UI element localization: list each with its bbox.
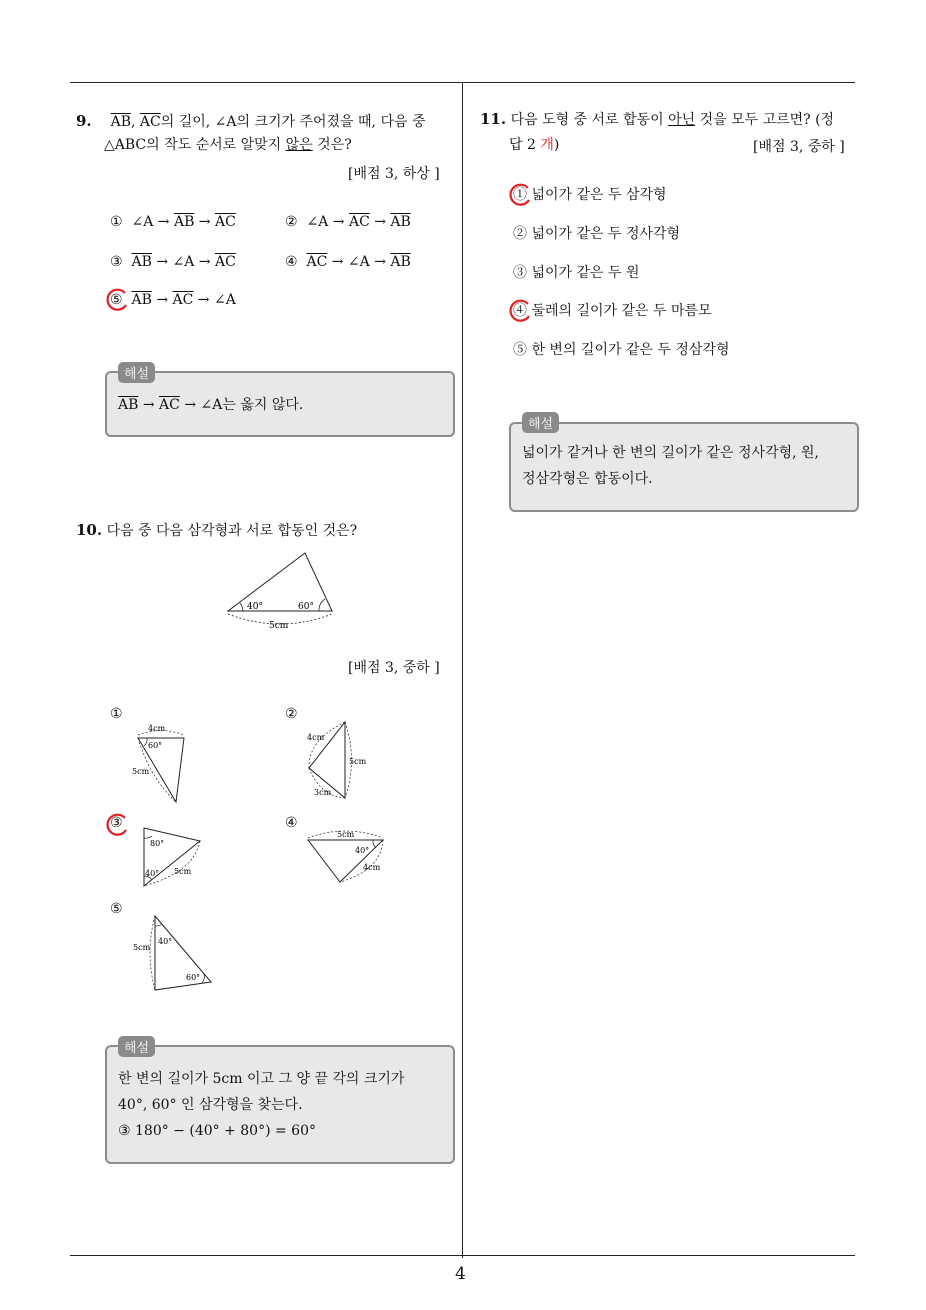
column-divider xyxy=(462,82,463,1258)
option-segment: $\overline{AB}$ xyxy=(390,254,411,270)
q11-option-5[interactable] xyxy=(513,339,730,361)
q10-main-figure xyxy=(225,548,340,633)
q11-option-2[interactable] xyxy=(513,223,680,245)
option-number: ③ xyxy=(110,254,123,270)
option-number: ② xyxy=(513,226,527,242)
label: 40° xyxy=(158,937,173,946)
q11-solution-line-1: 넓이가 같거나 한 변의 길이가 같은 정사각형, 원, xyxy=(522,445,820,461)
q10-score-meta: [배점 3, 중하 ] xyxy=(348,660,440,676)
q9-score-meta: [배점 3, 하상 ] xyxy=(348,166,440,182)
q11-answer-count-unit: 개 xyxy=(540,137,554,153)
main-angle-right: 60° xyxy=(298,602,314,612)
option-part: ∠A → xyxy=(306,214,349,230)
q9-text: 의 길이, ∠A의 크기가 주어졌을 때, 다음 중 xyxy=(160,114,426,130)
q10-text: 다음 중 다음 삼각형과 서로 합동인 것은? xyxy=(106,523,358,539)
option-segment: $\overline{AC}$ xyxy=(172,292,194,308)
solution-text: → ∠A는 옳지 않다. xyxy=(179,397,304,413)
q9-text: , xyxy=(130,114,140,130)
q10-option-5-figure xyxy=(130,912,215,994)
option-number: ⑤ xyxy=(110,292,123,308)
option-part: → xyxy=(151,292,173,308)
label: 5cm xyxy=(133,943,151,952)
q9-solution-text xyxy=(118,392,303,418)
option-number: ⑤ xyxy=(110,901,123,917)
label: 40° xyxy=(355,846,370,855)
option-segment: $\overline{AC}$ xyxy=(348,214,370,230)
q9-line-2 xyxy=(104,134,352,156)
label: 4cm xyxy=(148,724,166,733)
option-segment: $\overline{AB}$ xyxy=(131,254,152,270)
option-number: ③ xyxy=(110,815,123,831)
label: 5cm xyxy=(349,757,367,766)
option-part: → ∠A → xyxy=(327,254,391,270)
q10-option-5[interactable] xyxy=(110,901,123,917)
option-segment: $\overline{AB}$ xyxy=(173,214,195,230)
label: 5cm xyxy=(174,867,192,876)
label: 5cm xyxy=(337,830,355,839)
q9-option-2[interactable] xyxy=(285,211,411,233)
page-number: 4 xyxy=(455,1264,466,1284)
option-number: ① xyxy=(513,187,527,203)
option-segment: $\overline{AB}$ xyxy=(390,214,411,230)
bottom-rule xyxy=(70,1255,855,1256)
option-text: 넓이가 같은 두 정사각형 xyxy=(531,226,681,242)
option-part: → xyxy=(194,214,215,230)
q11-solution-tag: 해설 xyxy=(522,412,559,433)
option-part: → ∠A xyxy=(193,292,236,308)
option-number: ④ xyxy=(513,303,527,319)
option-number: ② xyxy=(285,214,298,230)
answer-circle-mark xyxy=(506,297,534,325)
label: 80° xyxy=(150,839,165,848)
label: 4cm xyxy=(307,733,325,742)
q11-solution-line-2: 정삼각형은 합동이다. xyxy=(522,471,653,487)
q11-text: 답 2 xyxy=(509,137,541,153)
solution-text: → xyxy=(138,397,160,413)
q9-text: 것은? xyxy=(312,137,352,153)
q9-option-3[interactable] xyxy=(110,251,236,273)
main-side-label: 5cm xyxy=(269,621,289,631)
q11-score-meta: [배점 3, 중하 ] xyxy=(753,139,845,155)
q9-option-1[interactable] xyxy=(110,211,236,233)
q11-option-1[interactable] xyxy=(513,184,667,206)
answer-circle-mark xyxy=(506,181,534,209)
q9-text: △ABC의 작도 순서로 알맞지 xyxy=(104,137,286,153)
q10-option-1[interactable] xyxy=(110,706,123,722)
q10-line-1 xyxy=(76,519,357,542)
q10-number: 10. xyxy=(76,521,103,539)
option-number: ④ xyxy=(285,254,298,270)
option-number: ④ xyxy=(285,815,298,831)
q10-solution-tag: 해설 xyxy=(118,1036,155,1057)
answer-circle-mark xyxy=(103,286,131,314)
q10-option-2-figure xyxy=(300,718,375,803)
option-number: ⑤ xyxy=(513,342,527,358)
option-part: → xyxy=(369,214,391,230)
solution-segment: $\overline{AB}$ xyxy=(118,397,139,413)
q11-text: ) xyxy=(553,137,560,153)
q10-solution-line-2: 40°, 60° 인 삼각형을 찾는다. xyxy=(118,1097,303,1113)
segment-ab: $\overline{AB}$ xyxy=(110,114,131,130)
q11-line-2 xyxy=(509,134,559,156)
label: 40° xyxy=(145,869,160,878)
q10-option-2[interactable] xyxy=(285,706,298,722)
option-text: 넓이가 같은 두 삼각형 xyxy=(531,187,667,203)
label: 60° xyxy=(186,973,201,982)
option-segment: $\overline{AC}$ xyxy=(214,254,236,270)
q11-option-4[interactable] xyxy=(513,300,712,322)
option-text: 한 변의 길이가 같은 두 정삼각형 xyxy=(531,342,730,358)
q11-emphasis: 아닌 xyxy=(668,112,696,128)
option-segment: $\overline{AB}$ xyxy=(131,292,152,308)
q10-option-3-figure xyxy=(138,824,208,892)
option-part: → ∠A → xyxy=(151,254,215,270)
q9-line-1 xyxy=(76,110,425,133)
option-segment: $\overline{AC}$ xyxy=(215,214,236,230)
option-number: ② xyxy=(285,706,298,722)
q11-text: 것을 모두 고르면? (정 xyxy=(695,112,835,128)
q10-option-1-figure xyxy=(128,718,190,806)
label: 4cm xyxy=(363,863,381,872)
option-segment: $\overline{AC}$ xyxy=(306,254,328,270)
q9-number: 9. xyxy=(76,112,92,130)
label: 60° xyxy=(148,741,163,750)
option-part: ∠A → xyxy=(131,214,174,230)
q9-emphasis: 않은 xyxy=(285,137,313,153)
option-number: ① xyxy=(110,214,123,230)
main-angle-left: 40° xyxy=(247,602,263,612)
q11-text: 다음 도형 중 서로 합동이 xyxy=(510,112,669,128)
segment-ac: $\overline{AC}$ xyxy=(139,114,161,130)
label: 5cm xyxy=(132,767,150,776)
q9-option-4[interactable] xyxy=(285,251,411,273)
solution-segment: $\overline{AC}$ xyxy=(159,397,180,413)
option-number: ① xyxy=(110,706,123,722)
q10-solution-line-1: 한 변의 길이가 5cm 이고 그 양 끝 각의 크기가 xyxy=(118,1071,405,1087)
label: 3cm xyxy=(314,788,332,797)
q9-solution-tag: 해설 xyxy=(118,362,155,383)
option-text: 둘레의 길이가 같은 두 마름모 xyxy=(531,303,712,319)
q11-line-1 xyxy=(480,108,834,131)
q10-solution-line-3: ③ 180° − (40° + 80°) = 60° xyxy=(118,1123,316,1139)
option-text: 넓이가 같은 두 원 xyxy=(531,265,640,281)
answer-circle-mark xyxy=(103,811,131,839)
q11-number: 11. xyxy=(480,110,507,128)
option-number: ③ xyxy=(513,265,527,281)
q10-option-4[interactable] xyxy=(285,815,298,831)
q11-option-3[interactable] xyxy=(513,262,639,284)
q10-option-4-figure xyxy=(305,826,390,886)
